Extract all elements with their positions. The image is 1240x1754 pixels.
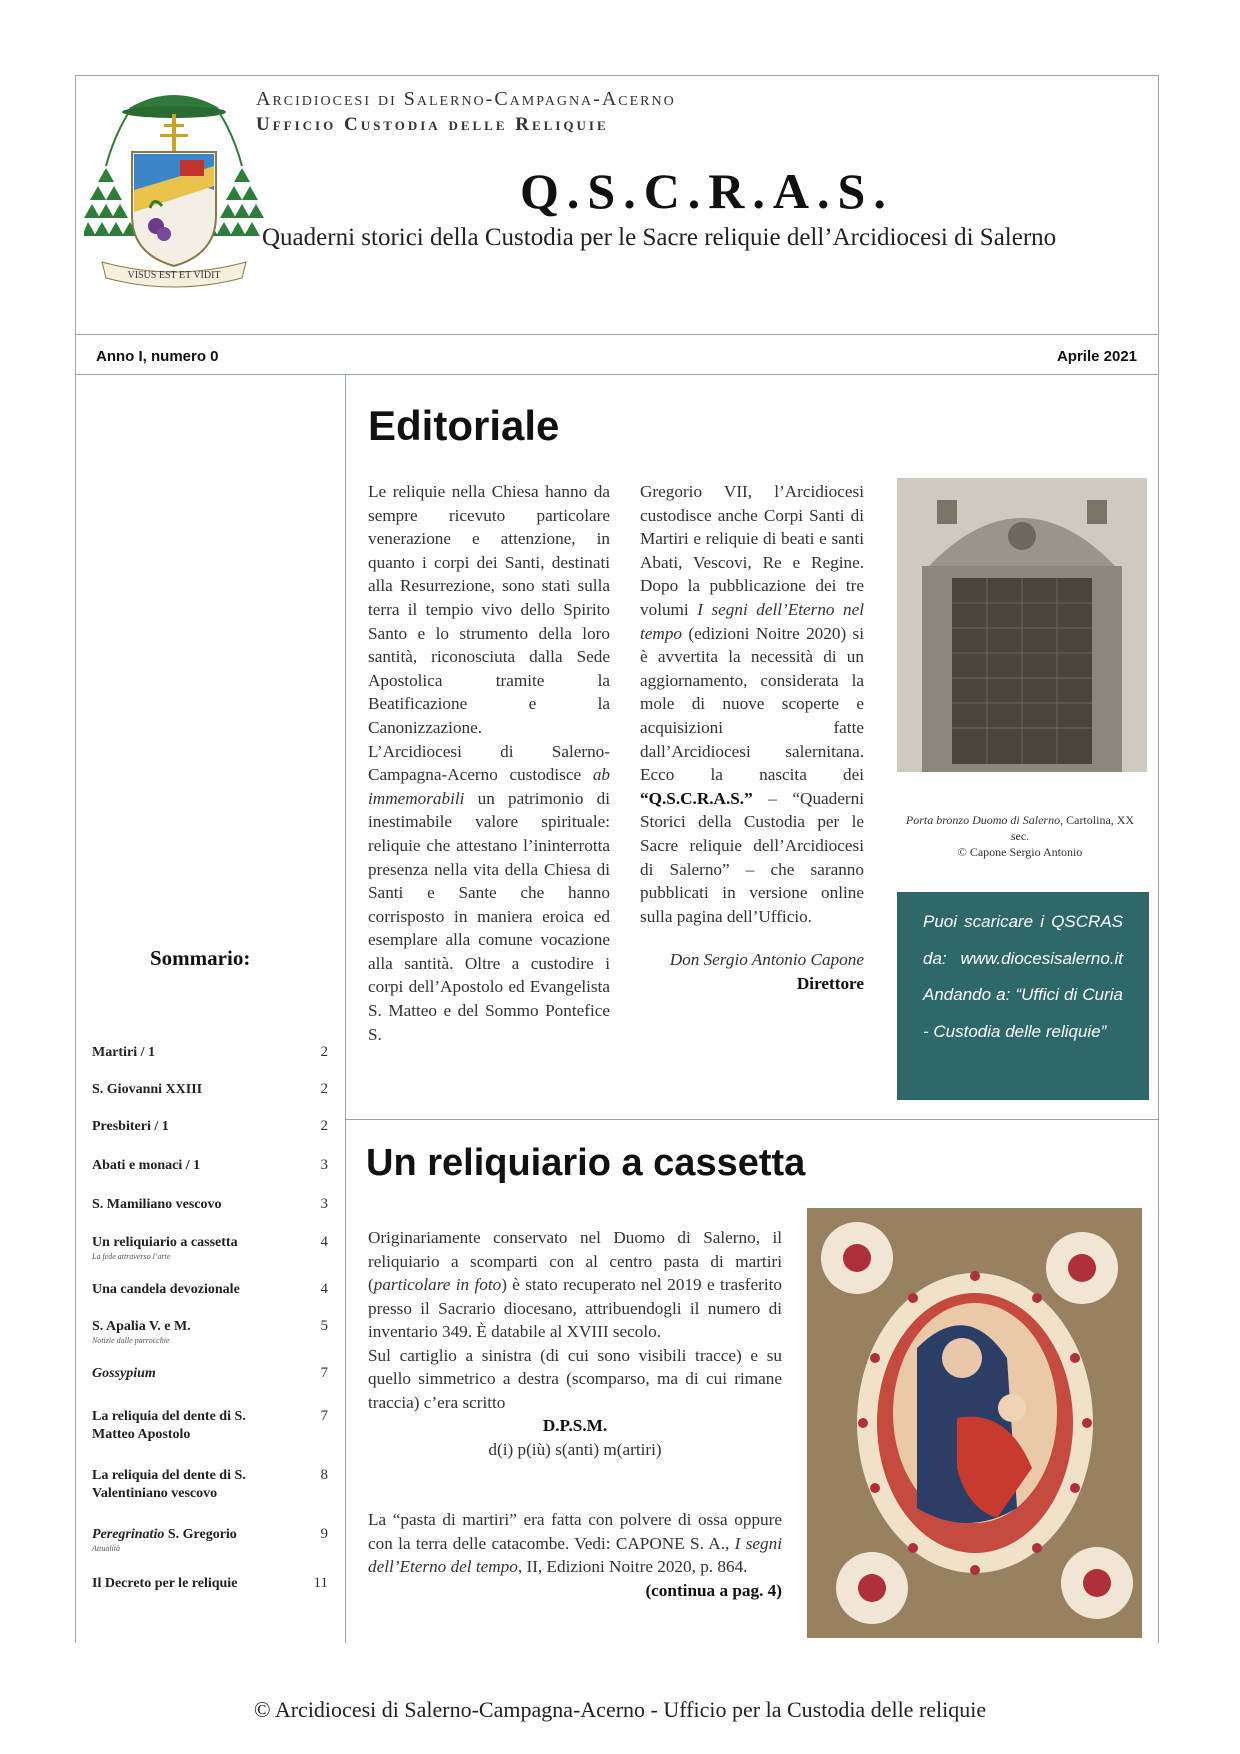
toc-item[interactable]: S. Mamiliano vescovo 3: [92, 1196, 328, 1212]
crest-motto: VISUS EST ET VIDIT: [127, 270, 221, 281]
office-name: Ufficio Custodia delle Reliquie: [256, 114, 609, 135]
door-image-icon: [897, 478, 1147, 772]
reliquary-image-icon: [807, 1208, 1142, 1638]
article-paragraph: Sul cartiglio a sinistra (di cui sono visibili tracce) e su quello simmetrico a destra (scomparso, ma di cui rimane traccia) c’era scritto: [368, 1345, 782, 1412]
article-paragraph: Originariamente conservato nel Duomo di Salerno, il reliquiario a scomparti con al centro pasta di martiri (particolare in foto) è stato recuperato nel 2019 e trasferito presso il Sacrario diocesano, attribuendogli il numero di inventario 349. È databile al XVIII secolo.: [368, 1228, 782, 1341]
sidebar-divider: [345, 374, 346, 1643]
inscription-expanded: d(i) p(iù) s(anti) m(artiri): [488, 1439, 662, 1459]
editorial-paragraph: Gregorio VII, l’Arcidiocesi custodisce anche Corpi Santi di Martiri e reliquie di beati e santi Abati, Vescovi, Re e Regine. Dopo la pubblicazione dei tre volumi I segni dell’Eterno nel tempo (edizioni Noitre 2020) si è avvertita la necessità di un aggiornamento, considerata la mole di nuove scoperte e acquisizioni fatte dall’Arcidiocesi salernitana. Ecco la nascita dei “Q.S.C.R.A.S.” – “Quaderni Storici della Custodia per le Sacre reliquie dell’Arcidiocesi di Salerno” – che saranno pubblicati in versione online sulla pagina dell’Ufficio.: [640, 482, 865, 926]
org-name: Arcidiocesi di Salerno-Campagna-Acerno: [256, 88, 676, 110]
article-title: Un reliquiario a cassetta: [366, 1142, 806, 1184]
toc-item[interactable]: Martiri / 1 2: [92, 1044, 328, 1060]
article-body-2: [368, 1508, 782, 1602]
toc-item[interactable]: La reliquia del dente di S. Valentiniano vescovo 8: [92, 1467, 328, 1501]
toc-item[interactable]: Abati e monaci / 1 3: [92, 1157, 328, 1173]
header-bottom-line: [75, 334, 1159, 335]
article-body-1: [368, 1226, 782, 1461]
photo-credit: © Capone Sergio Antonio: [957, 845, 1083, 859]
article-paragraph: La “pasta di martiri” era fatta con polvere di ossa oppure con la terra delle catacombe. Vedi: CAPONE S. A., I segni dell’Eterno del tempo, II, Edizioni Noitre 2020, p. 864.: [368, 1510, 782, 1576]
toc-item[interactable]: La reliquia del dente di S. Matteo Apostolo 7: [92, 1408, 328, 1442]
editorial-paragraph: L’Arcidiocesi di Salerno-Campagna-Acerno custodisce ab immemorabili un patrimonio di inestimabile valore spirituale: reliquie che attestano l’ininterrotta presenza nella vita della Chiesa di Santi e Sante che hanno corrisposto in maniera eroica ed esemplare alla comune vocazione alla santità. Oltre a custodire i corpi dell’Apostolo ed Evangelista S. Matteo e del Sommo Pontefice S.: [368, 741, 610, 1044]
frame-top-line: [75, 75, 1158, 76]
toc-item[interactable]: Peregrinatio S. Gregorio Attualità 9: [92, 1526, 328, 1553]
continue-link[interactable]: (continua a pag. 4): [645, 1580, 782, 1600]
toc-item[interactable]: Il Decreto per le reliquie 11: [92, 1575, 328, 1591]
toc-item[interactable]: Gossypium 7: [92, 1365, 328, 1381]
editorial-paragraph: Le reliquie nella Chiesa hanno da sempre ricevuto particolare venerazione e attenzione, in quanto i corpi dei Santi, destinati alla Resurrezione, sono stati sulla terra il tempio vivo dello Spirito Santo e lo strumento della loro santità, riconosciuta dalla Sede Apostolica tramite la Beatificazione e la Canonizzazione.: [368, 482, 610, 737]
editorial-signature-role: Direttore: [796, 973, 864, 993]
frame-left-line: [75, 75, 76, 1643]
issue-number: Anno I, numero 0: [96, 348, 219, 365]
bronze-door-photo: [897, 478, 1147, 772]
toc-item[interactable]: Una candela devozionale 4: [92, 1281, 328, 1297]
masthead-title: Q.S.C.R.A.S.: [520, 163, 894, 219]
masthead-subtitle: Quaderni storici della Custodia per le Sacre reliquie dell’Arcidiocesi di Salerno: [262, 224, 1057, 251]
frame-right-line: [1158, 75, 1159, 1643]
sommario-title: Sommario:: [150, 946, 251, 970]
editorial-column-1: [368, 480, 610, 1046]
photo-caption: Porta bronzo Duomo di Salerno, Cartolina, XX sec. © Capone Sergio Antonio: [905, 813, 1135, 859]
editorial-column-2: [640, 480, 864, 995]
toc-item[interactable]: S. Giovanni XXIII 2: [92, 1081, 328, 1097]
crest-icon: [84, 86, 264, 306]
crest-emblem: [84, 86, 264, 306]
page-footer: © Arcidiocesi di Salerno-Campagna-Acerno - Ufficio per la Custodia delle reliquie: [253, 1697, 987, 1722]
download-info-box: Puoi scaricare i QSCRAS da: www.diocesisalerno.it Andando a: “Uffici di Curia - Custodia delle reliquie”: [897, 892, 1149, 1100]
reliquary-photo: [807, 1208, 1142, 1638]
issue-date: Aprile 2021: [1056, 348, 1137, 365]
issue-bar-bottom-line: [75, 374, 1159, 375]
toc-item[interactable]: S. Apalia V. e M. Notizie dalle parrocchie 5: [92, 1318, 328, 1345]
toc-item[interactable]: Presbiteri / 1 2: [92, 1118, 328, 1134]
toc-item[interactable]: Un reliquiario a cassetta La fede attraverso l’arte 4: [92, 1234, 328, 1261]
section-divider: [345, 1119, 1158, 1120]
inscription: D.P.S.M.: [542, 1416, 608, 1435]
editorial-title: Editoriale: [368, 402, 560, 449]
editorial-signature: Don Sergio Antonio Capone: [669, 950, 864, 970]
